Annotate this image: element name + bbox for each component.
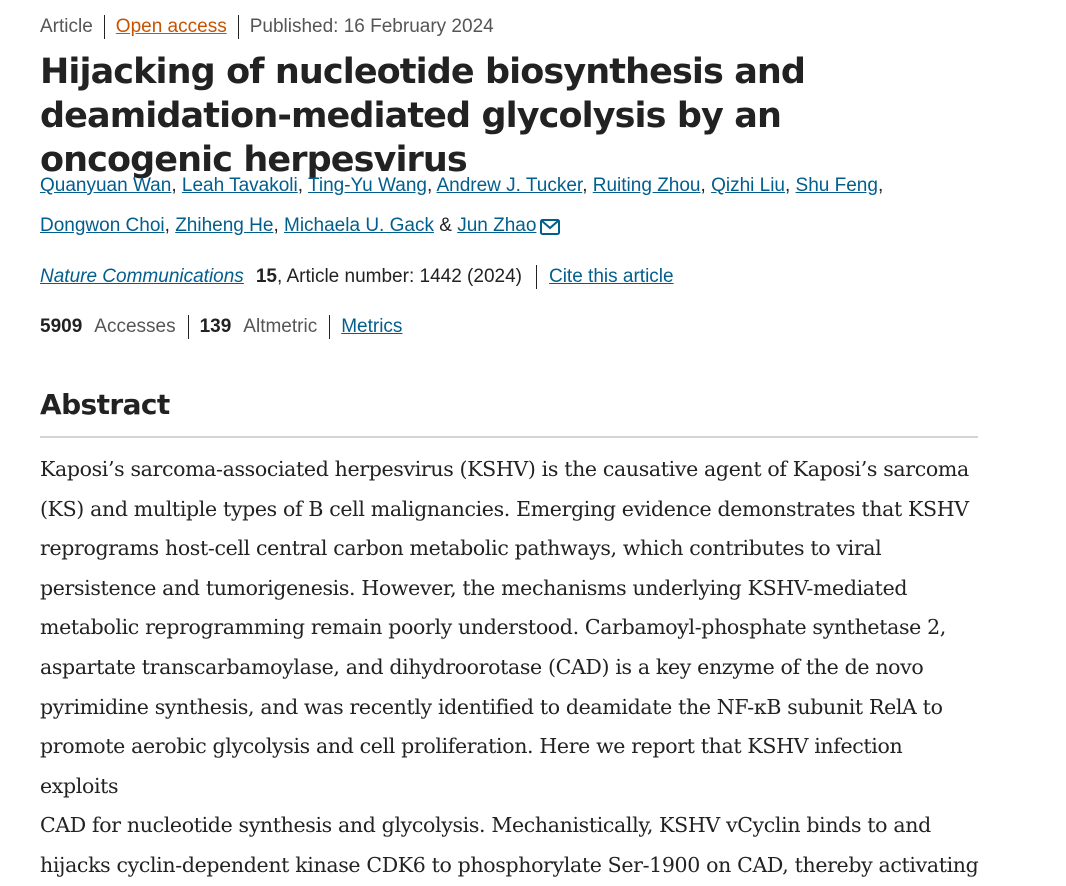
article-meta-line: [40, 14, 494, 40]
volume: 15: [255, 266, 277, 287]
section-divider: [40, 436, 978, 438]
author-link[interactable]: Leah Tavakoli: [181, 175, 298, 196]
journal-link[interactable]: Nature Communications: [40, 266, 244, 287]
email-icon[interactable]: [540, 210, 560, 250]
author-link[interactable]: Quanyuan Wan: [40, 175, 172, 196]
divider: [329, 315, 330, 339]
divider: [188, 315, 189, 339]
abstract-line: pyrimidine synthesis, and was recently identified to deamidate the NF-κB subunit RelA to: [40, 694, 943, 719]
metrics-link[interactable]: Metrics: [341, 316, 403, 337]
author-link[interactable]: Qizhi Liu: [711, 175, 785, 196]
abstract-heading: Abstract: [40, 388, 170, 421]
accesses-label: Accesses: [94, 316, 176, 337]
altmetric-count: 139: [199, 316, 232, 337]
abstract-line: (KS) and multiple types of B cell malignancies. Emerging evidence demonstrates that KSHV: [40, 496, 969, 521]
altmetric-label: Altmetric: [243, 316, 318, 337]
author-list: Quanyuan Wan, Leah Tavakoli, Ting-Yu Wang, Andrew J. Tucker, Ruiting Zhou, Qizhi Liu, Shu Feng, Dongwon Choi, Zhiheng He, Michaela U. Gack & Jun Zhao: [40, 166, 980, 250]
citation-line: [40, 264, 674, 290]
author-link[interactable]: Zhiheng He: [175, 215, 274, 236]
author-link[interactable]: Ting-Yu Wang: [307, 175, 427, 196]
author-link[interactable]: Andrew J. Tucker: [436, 175, 583, 196]
abstract-line: promote aerobic glycolysis and cell proliferation. Here we report that KSHV infection exploits: [40, 734, 903, 798]
abstract-line: aspartate transcarbamoylase, and dihydroorotase (CAD) is a key enzyme of the de novo: [40, 654, 924, 679]
abstract-line: CAD for nucleotide synthesis and glycolysis. Mechanistically, KSHV vCyclin binds to and: [40, 813, 931, 838]
abstract-line: hijacks cyclin-dependent kinase CDK6 to phosphorylate Ser-1900 on CAD, thereby activating: [40, 852, 979, 877]
author-link[interactable]: Michaela U. Gack: [284, 215, 434, 236]
author-link[interactable]: Ruiting Zhou: [592, 175, 701, 196]
metrics-line: [40, 314, 402, 340]
author-link[interactable]: Dongwon Choi: [40, 215, 165, 236]
article-title: Hijacking of nucleotide biosynthesis and deamidation-mediated glycolysis by an oncogenic herpesvirus: [40, 52, 806, 180]
article-type: Article: [40, 16, 93, 37]
published-date: Published: 16 February 2024: [249, 16, 494, 37]
cite-this-article-link[interactable]: Cite this article: [548, 266, 674, 287]
article-number: , Article number: 1442 (2024): [276, 266, 522, 287]
author-link[interactable]: Shu Feng: [795, 175, 878, 196]
divider: [238, 15, 239, 39]
open-access-link[interactable]: Open access: [115, 16, 227, 37]
author-link[interactable]: Jun Zhao: [457, 215, 537, 236]
abstract-line: metabolic reprogramming remain poorly understood. Carbamoyl-phosphate synthetase 2,: [40, 615, 946, 640]
abstract-line: Kaposi’s sarcoma-associated herpesvirus (KSHV) is the causative agent of Kaposi’s sarcoma: [40, 457, 969, 481]
abstract-text: [40, 450, 980, 886]
divider: [536, 265, 537, 289]
accesses-count: 5909: [40, 316, 83, 337]
abstract-line: reprograms host-cell central carbon metabolic pathways, which contributes to viral: [40, 536, 882, 561]
abstract-line: persistence and tumorigenesis. However, the mechanisms underlying KSHV-mediated: [40, 575, 908, 600]
divider: [104, 15, 105, 39]
